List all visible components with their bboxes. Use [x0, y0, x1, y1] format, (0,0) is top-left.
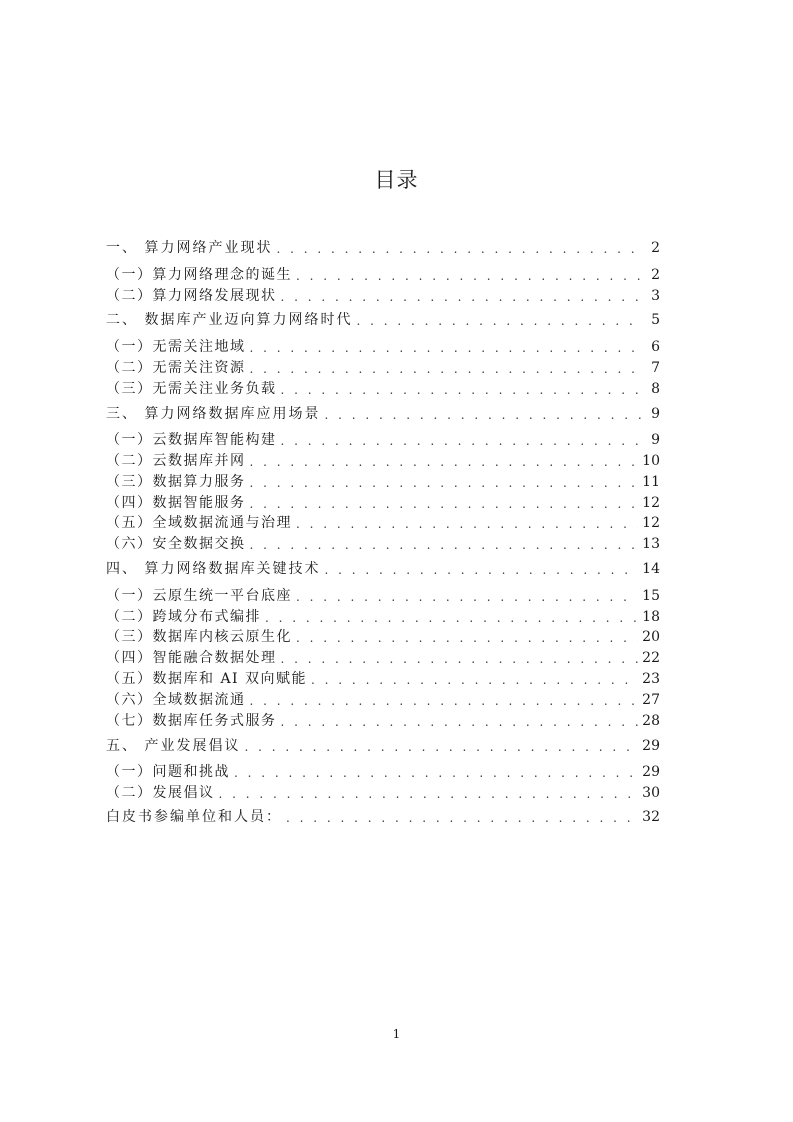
toc-entry[interactable]	[106, 430, 660, 450]
toc-entry-title: （一）云原生统一平台底座	[106, 588, 292, 604]
toc-entry[interactable]	[106, 736, 660, 756]
toc-entry[interactable]	[106, 310, 660, 330]
toc-entry[interactable]	[106, 265, 660, 285]
toc-entry-page: 12	[642, 515, 660, 531]
toc-leader-dots	[250, 495, 639, 513]
toc-entry-page: 22	[642, 650, 660, 666]
toc-entry-page: 2	[651, 267, 660, 283]
page-title: 目录	[374, 168, 419, 192]
toc-entry-page: 13	[642, 536, 660, 552]
toc-entry[interactable]	[106, 627, 660, 647]
toc-entry-title: 白皮书参编单位和人员：	[106, 809, 282, 825]
toc-entry-title: （三）数据库内核云原生化	[106, 629, 292, 645]
toc-entry[interactable]	[106, 534, 660, 554]
toc-leader-dots	[265, 609, 638, 627]
toc-entry-title: （一）云数据库智能构建	[106, 432, 277, 448]
toc-entry-page: 10	[642, 453, 660, 469]
toc-entry-page: 6	[651, 339, 660, 355]
toc-entry[interactable]	[106, 286, 660, 306]
toc-leader-dots	[250, 474, 639, 492]
toc-leader-dots	[276, 240, 642, 258]
toc-entry-page: 9	[651, 432, 660, 448]
toc-entry[interactable]	[106, 669, 660, 689]
toc-leader-dots	[356, 312, 642, 330]
toc-entry[interactable]	[106, 493, 660, 513]
toc-entry[interactable]	[106, 607, 660, 627]
toc-entry-page: 32	[642, 809, 660, 825]
toc-leader-dots	[296, 267, 642, 285]
toc-entry-title: （一）问题和挑战	[106, 764, 230, 780]
toc-entry[interactable]	[106, 472, 660, 492]
toc-entry-page: 11	[642, 474, 660, 490]
toc-entry[interactable]	[106, 513, 660, 533]
toc-entry-page: 18	[642, 609, 660, 625]
toc-entry-title: 五、 产业发展倡议	[106, 738, 241, 754]
toc-entry[interactable]	[106, 807, 660, 827]
toc-leader-dots	[296, 588, 638, 606]
page-number: 1	[392, 1027, 401, 1041]
toc-leader-dots	[296, 629, 638, 647]
toc-entry-page: 23	[642, 671, 660, 687]
toc-entry[interactable]	[106, 711, 660, 731]
toc-leader-dots	[324, 406, 642, 424]
toc-entry-title: （七）数据库任务式服务	[106, 713, 277, 729]
toc-entry-page: 7	[651, 360, 660, 376]
toc-entry-title: （五）全域数据流通与治理	[106, 515, 292, 531]
toc-entry-title: （二）无需关注资源	[106, 360, 246, 376]
toc-entry-page: 12	[642, 495, 660, 511]
toc-leader-dots	[250, 339, 643, 357]
toc-leader-dots	[250, 692, 639, 710]
toc-leader-dots	[250, 360, 643, 378]
toc-entry-title: （二）算力网络发展现状	[106, 288, 277, 304]
toc-entry-page: 2	[651, 240, 660, 256]
toc-entry-title: （六）安全数据交换	[106, 536, 246, 552]
toc-entry-page: 3	[651, 288, 660, 304]
toc-leader-dots	[324, 561, 638, 579]
toc-entry-title: 一、 算力网络产业现状	[106, 240, 273, 256]
toc-entry-title: （二）云数据库并网	[106, 453, 246, 469]
toc-entry-title: （二）发展倡议	[106, 785, 215, 801]
toc-leader-dots	[296, 515, 638, 533]
toc-entry[interactable]	[106, 379, 660, 399]
toc-entry-title: 四、 算力网络数据库关键技术	[106, 561, 321, 577]
toc-leader-dots	[234, 764, 638, 782]
toc-entry[interactable]	[106, 586, 660, 606]
toc-entry-title: （一）算力网络理念的诞生	[106, 267, 292, 283]
toc-leader-dots	[281, 650, 639, 668]
toc-leader-dots	[286, 809, 638, 827]
toc-entry-page: 30	[642, 785, 660, 801]
toc-entry-title: 三、 算力网络数据库应用场景	[106, 406, 321, 422]
toc-entry-title: 二、 数据库产业迈向算力网络时代	[106, 312, 353, 328]
toc-entry-page: 29	[642, 738, 660, 754]
toc-entry[interactable]	[106, 690, 660, 710]
toc-leader-dots	[250, 453, 639, 471]
toc-entry[interactable]	[106, 451, 660, 471]
toc-entry-title: （一）无需关注地域	[106, 339, 246, 355]
toc-entry-title: （四）数据智能服务	[106, 495, 246, 511]
toc-leader-dots	[250, 536, 639, 554]
toc-entry[interactable]	[106, 337, 660, 357]
toc-entry-title: （二）跨域分布式编排	[106, 609, 261, 625]
toc-leader-dots	[219, 785, 639, 803]
toc-leader-dots	[311, 671, 638, 689]
toc-leader-dots	[281, 381, 643, 399]
toc-entry[interactable]	[106, 762, 660, 782]
toc-entry-title: （六）全域数据流通	[106, 692, 246, 708]
toc-entry-title: （四）智能融合数据处理	[106, 650, 277, 666]
toc-leader-dots	[281, 288, 643, 306]
toc-entry-title: （三）数据算力服务	[106, 474, 246, 490]
toc-entry-page: 20	[642, 629, 660, 645]
toc-entry-page: 28	[642, 713, 660, 729]
toc-leader-dots	[244, 738, 638, 756]
toc-leader-dots	[281, 432, 643, 450]
toc-entry[interactable]	[106, 404, 660, 424]
toc-leader-dots	[281, 713, 639, 731]
toc-entry[interactable]	[106, 358, 660, 378]
toc-entry-page: 15	[642, 588, 660, 604]
toc-entry[interactable]	[106, 783, 660, 803]
toc-entry[interactable]	[106, 648, 660, 668]
toc-entry-page: 9	[651, 406, 660, 422]
toc-entry-title: （三）无需关注业务负载	[106, 381, 277, 397]
toc-entry-page: 8	[651, 381, 660, 397]
toc-entry-title: （五）数据库和 AI 双向赋能	[106, 671, 308, 687]
toc-entry-page: 14	[642, 561, 660, 577]
toc-entry-page: 27	[642, 692, 660, 708]
toc-entry[interactable]	[106, 559, 660, 579]
toc-entry[interactable]	[106, 238, 660, 258]
toc-entry-page: 5	[651, 312, 660, 328]
toc-entry-page: 29	[642, 764, 660, 780]
